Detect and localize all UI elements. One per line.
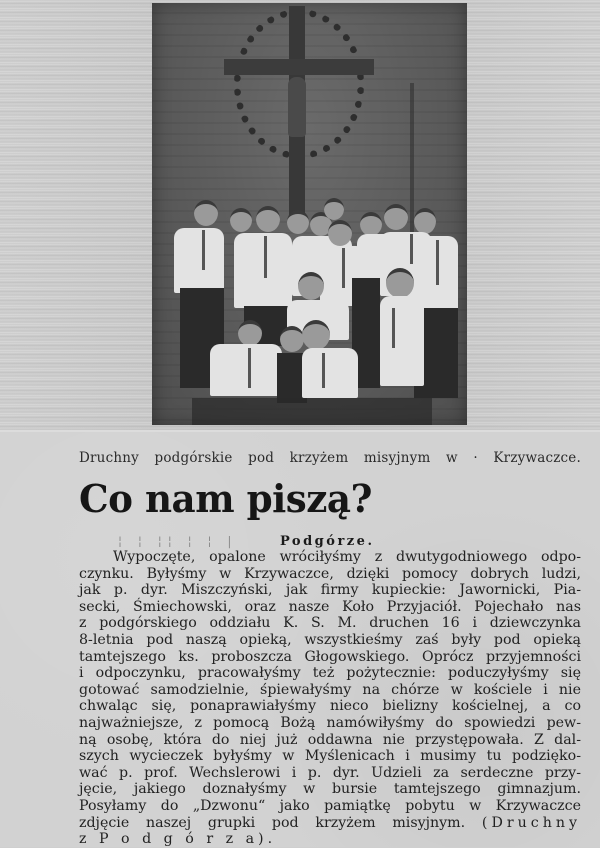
photo-caption: Druchny podgórskie pod krzyżem misyjnym w · Krzywaczce. [79, 450, 581, 466]
body-line [79, 815, 581, 832]
person-head [414, 208, 436, 234]
section-title: Podgórze. [280, 534, 375, 549]
article-page [0, 430, 600, 847]
person-tie [436, 240, 439, 285]
body-line: gotować samodzielnie, śpiewałyśmy na chórze w kościele i nie [79, 681, 581, 698]
signature-part: (Druchny [481, 814, 581, 831]
person-head [386, 268, 414, 298]
person-head [280, 326, 304, 352]
person-head [360, 212, 382, 236]
person-tie [392, 308, 395, 348]
person-shirt [234, 233, 292, 308]
person-head [328, 220, 352, 246]
person-shirt [302, 348, 358, 398]
person-shirt [174, 228, 224, 293]
article-body [79, 549, 581, 848]
signature-line: z P o d g ó r z a). [79, 831, 277, 848]
body-line: Posyłamy do „Dzwonu“ jako pamiątkę pobytu w Krzywaczce [79, 797, 581, 814]
body-line: Wypoczęte, opalone wróciłyśmy z dwutygodniowego odpo- [113, 549, 581, 565]
cross-horizontal-beam [224, 59, 374, 75]
person-head [324, 198, 344, 220]
body-line: z podgórskiego oddziału K. S. M. druchen 16 i dziewczynka [79, 615, 581, 632]
group-photo [152, 3, 467, 425]
person-head [302, 320, 330, 350]
body-line: jęcie, jakiego doznałyśmy w bursie tamtejszego gimnazjum. [79, 781, 581, 798]
person-tie [342, 248, 345, 288]
body-line: secki, Śmiechowski, oraz nasze Koło Przyjaciół. Pojechało nas [79, 598, 581, 615]
section-title-marks: ¦ ¦ ¦¦ ¦ ¦ | [118, 534, 238, 548]
person-head [287, 210, 309, 234]
person-head [238, 320, 262, 346]
body-line: czynku. Byłyśmy w Krzywaczce, dzięki pomocy dobrych ludzi, [79, 565, 581, 582]
person-tie [322, 353, 325, 388]
body-line: jak p. dyr. Miszczyński, jak firmy kupieckie: Jawornicki, Pia- [79, 582, 581, 599]
crucifix-figure [288, 77, 306, 137]
body-line: szych wycieczek byłyśmy w Myślenicach i musimy tu podzięko- [79, 748, 581, 765]
body-line: ną osobę, która do niej już oddawna nie przystępowała. Z dal- [79, 731, 581, 748]
body-line: wać p. prof. Wechslerowi i p. dyr. Udzieli za serdeczne przy- [79, 764, 581, 781]
body-line: i odpoczynku, pracowałyśmy też pożytecznie: poduczyłyśmy się [79, 665, 581, 682]
body-line: najważniejsze, z pomocą Bożą namówiłyśmy do spowiedzi pew- [79, 714, 581, 731]
ground-shadow [192, 398, 432, 425]
person-shirt [380, 296, 424, 386]
person-shirt [210, 344, 282, 396]
person-head [256, 206, 280, 232]
person-head [194, 200, 218, 226]
person-head [298, 272, 324, 300]
person-tie [202, 230, 205, 270]
person-tie [248, 348, 251, 388]
person-tie [410, 234, 413, 264]
person-head [230, 208, 252, 232]
person-head [384, 204, 408, 230]
body-line: chwaląc się, ponaprawiałyśmy nieco bielizny kościelnej, a co [79, 698, 581, 715]
person-tie [264, 236, 267, 278]
body-line: tamtejszego ks. proboszcza Głogowskiego. Oprócz przyjemności [79, 648, 581, 665]
article-headline: Co nam piszą? [79, 476, 372, 521]
group-of-scouts [152, 198, 467, 425]
body-line-main: zdjęcie naszej grupki pod krzyżem misyjnym. [79, 814, 482, 831]
body-line: 8-letnia pod naszą opieką, wszystkieśmy zaś były pod opieką [79, 631, 581, 648]
